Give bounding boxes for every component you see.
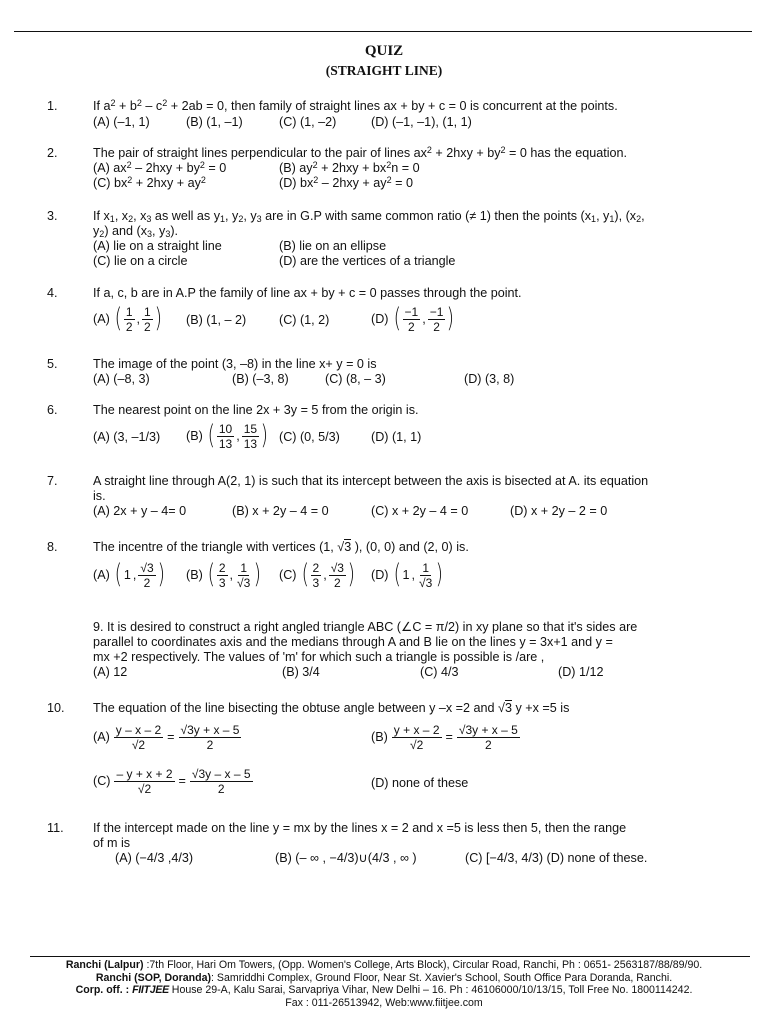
option-d: (D) are the vertices of a triangle bbox=[279, 254, 456, 268]
option-b: (B) (1, –1) bbox=[186, 115, 243, 129]
option-c-and-d: (C) [−4/3, 4/3) (D) none of these. bbox=[465, 851, 648, 865]
question-text: If a, c, b are in A.P the family of line ax + by + c = 0 passes through the point. bbox=[93, 286, 522, 300]
question-text-line-1: A straight line through A(2, 1) is such that its intercept between the axis is bisected at A. its equation bbox=[93, 474, 649, 488]
option-c: (C) lie on a circle bbox=[93, 254, 188, 268]
footer-rule bbox=[30, 956, 750, 957]
option-b: (B) 3/4 bbox=[282, 665, 320, 679]
option-a: (A) (3, –1/3) bbox=[93, 430, 161, 444]
option-c: (C) ( $\frac{2}{3}$ , $\frac{√3}{2}$ ) bbox=[279, 559, 355, 590]
question-number: 10. bbox=[47, 701, 65, 715]
question-number: 2. bbox=[47, 146, 58, 160]
option-c: (C) $\frac{- y + x + 2}{√2}$ = $\frac{√3y - x - 5}{2}$ bbox=[93, 767, 251, 796]
option-b: (B) ( $\frac{10}{13}$ , $\frac{15}{13}$ ) bbox=[186, 420, 269, 451]
option-a: (A) (–1, 1) bbox=[93, 115, 150, 129]
question-number: 1. bbox=[47, 99, 58, 113]
question-number: 11. bbox=[47, 821, 64, 835]
option-d: (D) (1, 1) bbox=[371, 430, 422, 444]
question-text: The image of the point (3, –8) in the line x+ y = 0 is bbox=[93, 357, 377, 371]
question-text-line-2: is. bbox=[93, 489, 106, 503]
option-b: (B) x + 2y – 4 = 0 bbox=[232, 504, 329, 518]
footer-fax-web: Fax : 011-26513942, Web:www.fiitjee.com bbox=[285, 996, 483, 1009]
footer-address-lalpur: Ranchi (Lalpur) :7th Floor, Hari Om Towers, (Opp. Women's College, Arts Block), Circular Road, Ranchi, Ph : 0651- 2563187/88/89/90. bbox=[65, 959, 703, 971]
question-text: The nearest point on the line 2x + 3y = 5 from the origin is. bbox=[93, 403, 419, 417]
question-text-line-1: If the intercept made on the line y = mx by the lines x = 2 and x =5 is less then 5, then the range bbox=[93, 821, 627, 835]
option-c: (C) (1, –2) bbox=[279, 115, 337, 129]
fiitjee-logo: FIITJEE bbox=[132, 984, 169, 996]
footer-corporate-office: Corp. off. : FIITJEE House 29-A, Kalu Sarai, Sarvapriya Vihar, New Delhi – 16. Ph : 46106000/10/13/15, Toll Free No. 1800114242. bbox=[75, 984, 693, 996]
question-text-line-2: of m is bbox=[93, 836, 131, 850]
option-b: (B) $ay^2 + 2hxy + bx^2n = 0$ bbox=[279, 160, 420, 175]
option-b: (B) (1, – 2) bbox=[186, 313, 247, 327]
top-rule bbox=[14, 31, 752, 32]
option-a: (A) $\frac{y - x - 2}{√2}$ = $\frac{√3y + x - 5}{2}$ bbox=[93, 723, 240, 752]
option-a: (A) 2x + y – 4= 0 bbox=[93, 504, 187, 518]
option-c: (C) (1, 2) bbox=[279, 313, 330, 327]
option-b: (B) ( $\frac{2}{3}$ , $\frac{1}{√3}$ ) bbox=[186, 559, 262, 590]
option-b: (B) lie on an ellipse bbox=[279, 239, 387, 253]
question-text-line-1: 9. It is desired to construct a right angled triangle ABC (∠C = π/2) in xy plane so that it's sides are bbox=[93, 620, 638, 634]
question-number: 7. bbox=[47, 474, 58, 488]
question-text: The incentre of the triangle with vertices (1, √3 ), (0, 0) and (2, 0) is. bbox=[93, 540, 469, 554]
question-text: The pair of straight lines perpendicular to the pair of lines $ax^2 + 2hxy + by^2 = 0$ has the equation. bbox=[93, 145, 628, 160]
page-subtitle: (STRAIGHT LINE) bbox=[325, 63, 443, 78]
question-number: 4. bbox=[47, 286, 58, 300]
question-text-line-3: mx +2 respectively. The values of 'm' for which such a triangle is possible is /are , bbox=[93, 650, 545, 664]
page-title: QUIZ bbox=[364, 43, 404, 59]
option-a: (A) 12 bbox=[93, 665, 128, 679]
option-d: (D) ( $\frac{-1}{2}$ , $\frac{-1}{2}$ ) bbox=[371, 303, 455, 334]
question-number: 3. bbox=[47, 209, 58, 223]
option-a: (A) ( $\frac{1}{2}$ , $\frac{1}{2}$ ) bbox=[93, 303, 162, 334]
option-b: (B) (–3, 8) bbox=[232, 372, 289, 386]
option-a: (A) (–8, 3) bbox=[93, 372, 150, 386]
question-number: 5. bbox=[47, 357, 58, 371]
option-d: (D) ( 1 , $\frac{1}{√3}$ ) bbox=[371, 559, 444, 590]
option-b: (B) (– ∞ , −4/3)∪(4/3 , ∞ ) bbox=[275, 851, 417, 865]
option-d: (D) (–1, –1), (1, 1) bbox=[371, 115, 472, 129]
question-text: If $a^2 + b^2 - c^2 + 2ab = 0$, then family of straight lines ax + by + c = 0 is concurrent at the points. bbox=[93, 98, 618, 113]
option-d: (D) $bx^2 - 2hxy + ay^2 = 0$ bbox=[279, 175, 413, 190]
option-c: (C) (8, – 3) bbox=[325, 372, 386, 386]
question-text: The equation of the line bisecting the obtuse angle between y –x =2 and √3 y +x =5 is bbox=[93, 701, 570, 715]
option-c: (C) 4/3 bbox=[420, 665, 459, 679]
option-a: (A) (−4/3 ,4/3) bbox=[115, 851, 194, 865]
option-a: (A) $ax^2 - 2hxy + by^2 = 0$ bbox=[93, 160, 227, 175]
question-number: 6. bbox=[47, 403, 58, 417]
option-c: (C) (0, 5/3) bbox=[279, 430, 340, 444]
question-number: 8. bbox=[47, 540, 58, 554]
question-text-line-1: If $x_1$, $x_2$, $x_3$ as well as $y_1$, $y_2$, $y_3$ are in G.P with same common ratio (≠ 1) then the points ($x_1$, $y_1$), ($x_2$, bbox=[93, 209, 645, 224]
option-d: (D) none of these bbox=[371, 776, 469, 790]
option-a: (A) lie on a straight line bbox=[93, 239, 222, 253]
option-c: (C) x + 2y – 4 = 0 bbox=[371, 504, 469, 518]
option-d: (D) x + 2y – 2 = 0 bbox=[510, 504, 608, 518]
question-text-line-2: $y_2$) and ($x_3$, $y_3$). bbox=[93, 224, 179, 239]
option-d: (D) (3, 8) bbox=[464, 372, 515, 386]
question-text-line-2: parallel to coordinates axis and the medians through A and B lie on the lines y = 3x+1 and y = bbox=[93, 635, 613, 649]
footer-address-doranda: Ranchi (SOP, Doranda): Samriddhi Complex, Ground Floor, Near St. Xavier's School, South Office Para Doranda, Ranchi. bbox=[95, 971, 673, 984]
option-d: (D) 1/12 bbox=[558, 665, 604, 679]
option-a: (A) ( 1 , $\frac{√3}{2}$ ) bbox=[93, 559, 165, 590]
option-b: (B) $\frac{y + x - 2}{√2}$ = $\frac{√3y + x - 5}{2}$ bbox=[371, 723, 518, 752]
option-c: (C) $bx^2 + 2hxy + ay^2$ bbox=[93, 175, 206, 190]
